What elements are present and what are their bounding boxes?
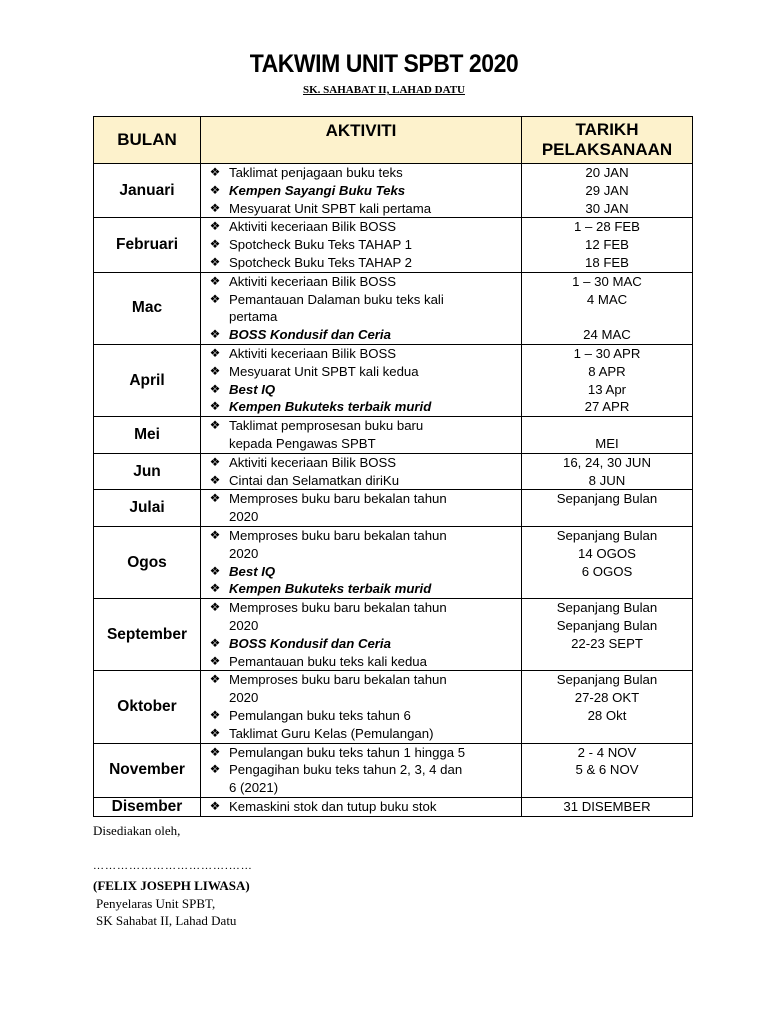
activity-text: Pemantauan buku teks kali kedua bbox=[229, 653, 427, 669]
activity-text: Aktiviti keceriaan Bilik BOSS bbox=[229, 219, 397, 235]
diamond-bullet-icon: ❖ bbox=[209, 725, 221, 740]
activity-text: Memproses buku baru bekalan tahun bbox=[229, 600, 447, 616]
diamond-bullet-icon: ❖ bbox=[209, 327, 221, 342]
diamond-bullet-icon: ❖ bbox=[209, 600, 221, 615]
activity-item bbox=[207, 291, 521, 309]
activity-text: Aktiviti keceriaan Bilik BOSS bbox=[229, 273, 397, 289]
activities-cell bbox=[201, 671, 522, 743]
date-text: Sepanjang Bulan bbox=[556, 527, 658, 543]
activity-item bbox=[207, 563, 521, 581]
dates-cell bbox=[522, 344, 693, 416]
diamond-bullet-icon: ❖ bbox=[209, 237, 221, 252]
activities-cell bbox=[201, 526, 522, 598]
date-text: 29 JAN bbox=[585, 182, 629, 198]
date-text: 30 JAN bbox=[585, 200, 629, 216]
activity-text: Spotcheck Buku Teks TAHAP 1 bbox=[229, 237, 413, 253]
date-text bbox=[522, 417, 692, 435]
signer-role: Penyelaras Unit SPBT, bbox=[96, 896, 216, 911]
activity-item bbox=[207, 308, 521, 326]
date-text: 31 DISEMBER bbox=[563, 798, 651, 814]
dates-cell bbox=[522, 599, 693, 671]
activity-item bbox=[207, 490, 521, 508]
activity-text: Pemulangan buku teks tahun 6 bbox=[229, 707, 411, 723]
date-text: 27 APR bbox=[584, 399, 630, 415]
calendar-table bbox=[93, 116, 693, 817]
month-cell: November bbox=[94, 743, 201, 797]
month-cell: September bbox=[94, 599, 201, 671]
table-row bbox=[94, 490, 693, 527]
activities-cell bbox=[201, 164, 522, 218]
diamond-bullet-icon: ❖ bbox=[209, 418, 221, 433]
activity-text: Kemaskini stok dan tutup buku stok bbox=[229, 798, 437, 814]
date-text: 5 & 6 NOV bbox=[575, 762, 639, 778]
activity-item bbox=[207, 508, 521, 526]
activity-item bbox=[207, 761, 521, 779]
school-subtitle: SK. SAHABAT II, LAHAD DATU bbox=[303, 84, 465, 96]
table-row bbox=[94, 797, 693, 816]
activity-text: Best IQ bbox=[229, 381, 276, 397]
activity-item bbox=[207, 398, 521, 416]
date-text bbox=[522, 308, 692, 326]
diamond-bullet-icon: ❖ bbox=[209, 454, 221, 469]
diamond-bullet-icon: ❖ bbox=[209, 653, 221, 668]
table-row bbox=[94, 218, 693, 272]
date-text: 28 Okt bbox=[587, 707, 627, 723]
month-cell: Jun bbox=[94, 453, 201, 490]
activity-item bbox=[207, 273, 521, 291]
activity-item bbox=[207, 182, 521, 200]
document-title: TAKWIM UNIT SPBT 2020 bbox=[249, 50, 519, 78]
activity-text: 2020 bbox=[229, 545, 259, 561]
diamond-bullet-icon: ❖ bbox=[209, 707, 221, 722]
activity-text: Pemulangan buku teks tahun 1 hingga 5 bbox=[229, 744, 466, 760]
activity-item bbox=[207, 417, 521, 435]
activity-text: Mesyuarat Unit SPBT kali pertama bbox=[229, 200, 432, 216]
activity-item bbox=[207, 527, 521, 545]
activity-text: 6 (2021) bbox=[229, 780, 279, 796]
diamond-bullet-icon: ❖ bbox=[209, 254, 221, 269]
activity-text: 2020 bbox=[229, 690, 259, 706]
activity-item bbox=[207, 744, 521, 762]
activities-cell bbox=[201, 490, 522, 527]
diamond-bullet-icon: ❖ bbox=[209, 672, 221, 687]
activities-cell bbox=[201, 218, 522, 272]
table-row bbox=[94, 272, 693, 344]
activity-text: Memproses buku baru bekalan tahun bbox=[229, 491, 447, 507]
month-cell: Mei bbox=[94, 417, 201, 454]
month-cell: Ogos bbox=[94, 526, 201, 598]
activities-cell bbox=[201, 743, 522, 797]
activity-item bbox=[207, 236, 521, 254]
header-tarikh-line1: TARIKH bbox=[575, 120, 639, 139]
signature-line: …………………………….…… bbox=[93, 860, 253, 872]
activity-item bbox=[207, 617, 521, 635]
activity-text: Kempen Bukuteks terbaik murid bbox=[229, 399, 432, 415]
diamond-bullet-icon: ❖ bbox=[209, 635, 221, 650]
activity-text: BOSS Kondusif dan Ceria bbox=[229, 635, 391, 651]
activity-text: BOSS Kondusif dan Ceria bbox=[229, 327, 391, 343]
activity-text: Best IQ bbox=[229, 563, 276, 579]
table-row bbox=[94, 526, 693, 598]
dates-cell bbox=[522, 797, 693, 816]
table-row bbox=[94, 344, 693, 416]
activity-item bbox=[207, 798, 521, 816]
activities-cell bbox=[201, 417, 522, 454]
diamond-bullet-icon: ❖ bbox=[209, 563, 221, 578]
date-text: 8 APR bbox=[588, 363, 626, 379]
header-aktiviti: AKTIVITI bbox=[201, 117, 522, 164]
table-row bbox=[94, 743, 693, 797]
dates-cell bbox=[522, 490, 693, 527]
date-text: 18 FEB bbox=[585, 254, 629, 270]
date-text: 4 MAC bbox=[586, 291, 628, 307]
table-header-row bbox=[94, 117, 693, 164]
activities-cell bbox=[201, 599, 522, 671]
dates-cell bbox=[522, 453, 693, 490]
prepared-by-label: Disediakan oleh, bbox=[93, 823, 181, 838]
activity-text: Mesyuarat Unit SPBT kali kedua bbox=[229, 363, 419, 379]
diamond-bullet-icon: ❖ bbox=[209, 581, 221, 596]
activity-text: Spotcheck Buku Teks TAHAP 2 bbox=[229, 254, 413, 270]
activities-cell bbox=[201, 272, 522, 344]
diamond-bullet-icon: ❖ bbox=[209, 762, 221, 777]
date-text: 16, 24, 30 JUN bbox=[563, 454, 651, 470]
activity-text: Taklimat pemprosesan buku baru bbox=[229, 418, 424, 434]
date-text: Sepanjang Bulan bbox=[556, 600, 658, 616]
diamond-bullet-icon: ❖ bbox=[209, 219, 221, 234]
activity-text: Memproses buku baru bekalan tahun bbox=[229, 672, 447, 688]
dates-cell bbox=[522, 417, 693, 454]
activity-text: pertama bbox=[229, 309, 278, 325]
activity-text: Pemantauan Dalaman buku teks kali bbox=[229, 291, 444, 307]
table-row bbox=[94, 417, 693, 454]
date-text: 24 MAC bbox=[583, 327, 631, 343]
activity-text: kepada Pengawas SPBT bbox=[229, 435, 376, 451]
signer-school: SK Sahabat II, Lahad Datu bbox=[96, 913, 237, 928]
activity-item bbox=[207, 454, 521, 472]
diamond-bullet-icon: ❖ bbox=[209, 472, 221, 487]
activities-cell bbox=[201, 453, 522, 490]
month-cell: Februari bbox=[94, 218, 201, 272]
diamond-bullet-icon: ❖ bbox=[209, 491, 221, 506]
date-text: 12 FEB bbox=[585, 237, 629, 253]
diamond-bullet-icon: ❖ bbox=[209, 291, 221, 306]
diamond-bullet-icon: ❖ bbox=[209, 381, 221, 396]
activity-text: Taklimat Guru Kelas (Pemulangan) bbox=[229, 725, 434, 741]
table-row bbox=[94, 453, 693, 490]
activity-item bbox=[207, 545, 521, 563]
date-text: 1 – 28 FEB bbox=[574, 219, 640, 235]
activity-text: 2020 bbox=[229, 509, 259, 525]
activity-item bbox=[207, 345, 521, 363]
diamond-bullet-icon: ❖ bbox=[209, 200, 221, 215]
activities-cell bbox=[201, 797, 522, 816]
diamond-bullet-icon: ❖ bbox=[209, 744, 221, 759]
diamond-bullet-icon: ❖ bbox=[209, 798, 221, 813]
activity-item bbox=[207, 653, 521, 671]
dates-cell bbox=[522, 272, 693, 344]
date-text: 13 Apr bbox=[587, 381, 627, 397]
table-body bbox=[94, 164, 693, 817]
dates-cell bbox=[522, 164, 693, 218]
activity-item bbox=[207, 707, 521, 725]
diamond-bullet-icon: ❖ bbox=[209, 527, 221, 542]
date-text: MEI bbox=[595, 435, 619, 451]
activity-item bbox=[207, 580, 521, 598]
month-cell: Julai bbox=[94, 490, 201, 527]
month-cell: Januari bbox=[94, 164, 201, 218]
date-text: 1 – 30 MAC bbox=[572, 273, 642, 289]
date-text: 22-23 SEPT bbox=[571, 635, 643, 651]
activity-text: Memproses buku baru bekalan tahun bbox=[229, 527, 447, 543]
activity-item bbox=[207, 381, 521, 399]
diamond-bullet-icon: ❖ bbox=[209, 182, 221, 197]
table-row bbox=[94, 671, 693, 743]
activity-item bbox=[207, 164, 521, 182]
activity-item bbox=[207, 671, 521, 689]
dates-cell bbox=[522, 218, 693, 272]
date-text: 14 OGOS bbox=[578, 545, 636, 561]
month-cell: Mac bbox=[94, 272, 201, 344]
diamond-bullet-icon: ❖ bbox=[209, 165, 221, 179]
dates-cell bbox=[522, 671, 693, 743]
activity-text: Kempen Sayangi Buku Teks bbox=[229, 182, 406, 198]
table-row bbox=[94, 599, 693, 671]
date-text: 27-28 OKT bbox=[574, 690, 640, 706]
activity-item bbox=[207, 779, 521, 797]
activity-item bbox=[207, 635, 521, 653]
activity-item bbox=[207, 472, 521, 490]
date-text: Sepanjang Bulan bbox=[556, 617, 658, 633]
date-text: Sepanjang Bulan bbox=[556, 491, 658, 507]
signer-name: (FELIX JOSEPH LIWASA) bbox=[93, 878, 250, 893]
date-text: 20 JAN bbox=[585, 165, 629, 180]
diamond-bullet-icon: ❖ bbox=[209, 273, 221, 288]
activities-cell bbox=[201, 344, 522, 416]
date-text: 8 JUN bbox=[588, 472, 626, 488]
activity-text: Taklimat penjagaan buku teks bbox=[229, 165, 403, 180]
header-tarikh-line2: PELAKSANAAN bbox=[541, 140, 673, 159]
activity-text: 2020 bbox=[229, 617, 259, 633]
activity-text: Aktiviti keceriaan Bilik BOSS bbox=[229, 454, 397, 470]
header-tarikh bbox=[522, 117, 693, 164]
date-text: Sepanjang Bulan bbox=[556, 672, 658, 688]
activity-text: Kempen Bukuteks terbaik murid bbox=[229, 581, 432, 597]
activity-item bbox=[207, 363, 521, 381]
month-cell: Oktober bbox=[94, 671, 201, 743]
diamond-bullet-icon: ❖ bbox=[209, 345, 221, 360]
activity-item bbox=[207, 599, 521, 617]
table-row bbox=[94, 164, 693, 218]
month-cell: April bbox=[94, 344, 201, 416]
activity-text: Cintai dan Selamatkan diriKu bbox=[229, 472, 400, 488]
activity-item bbox=[207, 200, 521, 218]
header-bulan: BULAN bbox=[94, 117, 201, 164]
activity-item bbox=[207, 725, 521, 743]
activity-item bbox=[207, 254, 521, 272]
activity-item bbox=[207, 435, 521, 453]
date-text: 6 OGOS bbox=[581, 563, 633, 579]
date-text: 2 - 4 NOV bbox=[577, 744, 637, 760]
diamond-bullet-icon: ❖ bbox=[209, 399, 221, 414]
activity-item bbox=[207, 218, 521, 236]
activity-text: Aktiviti keceriaan Bilik BOSS bbox=[229, 345, 397, 361]
date-text: 1 – 30 APR bbox=[573, 345, 641, 361]
dates-cell bbox=[522, 743, 693, 797]
activity-item bbox=[207, 326, 521, 344]
diamond-bullet-icon: ❖ bbox=[209, 363, 221, 378]
month-cell: Disember bbox=[94, 797, 201, 816]
activity-item bbox=[207, 689, 521, 707]
activity-text: Pengagihan buku teks tahun 2, 3, 4 dan bbox=[229, 762, 463, 778]
dates-cell bbox=[522, 526, 693, 598]
